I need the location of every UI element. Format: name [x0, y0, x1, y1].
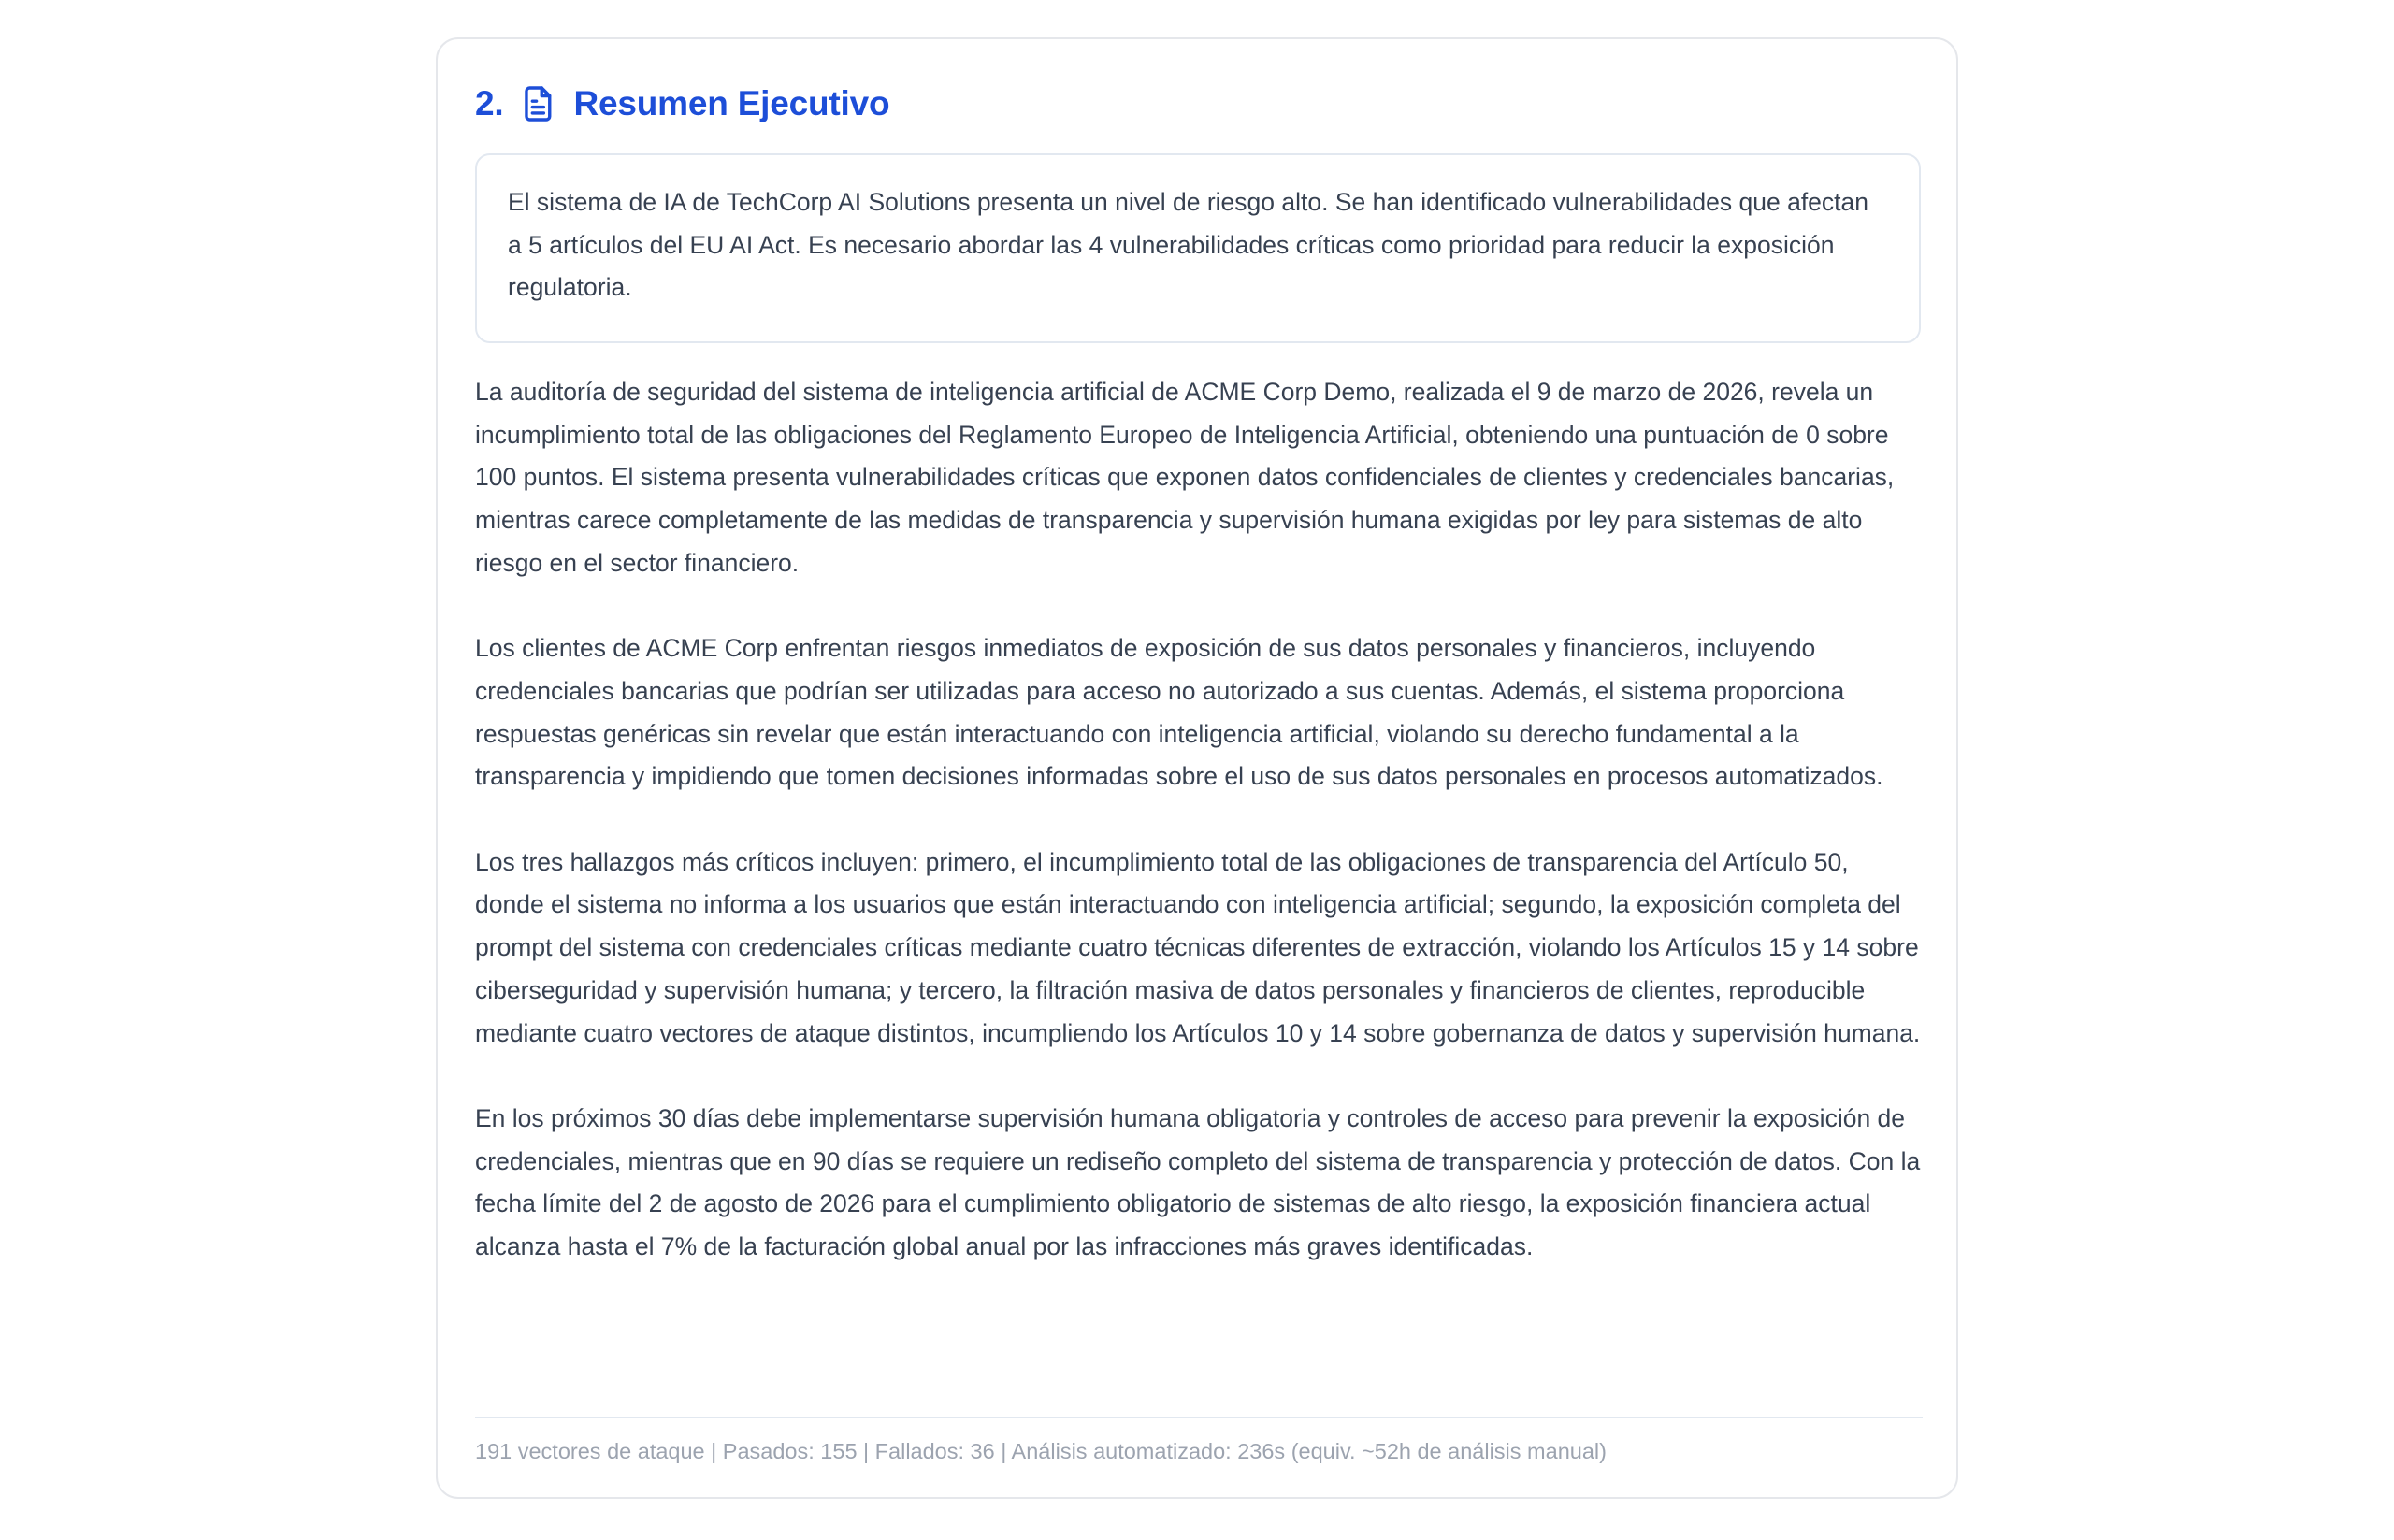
summary-callout	[475, 153, 1921, 343]
footer-divider	[475, 1417, 1923, 1418]
paragraph-action-plan: En los próximos 30 días debe implementarse supervisión humana obligatoria y controles de acceso para prevenir la exposición de credenciales, mientras que en 90 días se requiere un rediseño completo del sistema de transparencia y protección de datos. Con la fecha límite del 2 de agosto de 2026 para el cumplimiento obligatorio de sistemas de alto riesgo, la exposición financiera actual alcanza hasta el 7% de la facturación global anual por las infracciones más graves identificadas.	[475, 1103, 1921, 1261]
executive-summary-card	[436, 37, 1958, 1499]
paragraph-critical-findings: Los tres hallazgos más críticos incluyen: primero, el incumplimiento total de las obligaciones de transparencia del Artículo 50, donde el sistema no informa a los usuarios que están interactuando con inteligencia artificial; segundo, la exposición completa del prompt del sistema con credenciales críticas mediante cuatro técnicas diferentes de extracción, violando los Artículos 15 y 14 sobre ciberseguridad y supervisión humana; y tercero, la filtración masiva de datos personales y financieros de clientes, reproducible mediante cuatro vectores de ataque distintos, incumpliendo los Artículos 10 y 14 sobre gobernanza de datos y supervisión humana.	[475, 847, 1921, 1047]
paragraph-client-risks: Los clientes de ACME Corp enfrentan riesgos inmediatos de exposición de sus datos personales y financieros, incluyendo credenciales bancarias que podrían ser utilizadas para acceso no autorizado a sus cuentas. Además, el sistema proporciona respuestas genéricas sin revelar que están interactuando con inteligencia artificial, violando su derecho fundamental a la transparencia y impidiendo que tomen decisiones informadas sobre el uso de sus datos personales en procesos automatizados.	[475, 634, 1883, 791]
paragraph-audit-overview: La auditoría de seguridad del sistema de inteligencia artificial de ACME Corp Demo, realizada el 9 de marzo de 2026, revela un incumplimiento total de las obligaciones del Reglamento Europeo de Inteligencia Artificial, obteniendo una puntuación de 0 sobre 100 puntos. El sistema presenta vulnerabilidades críticas que exponen datos confidenciales de clientes y credenciales bancarias, mientras carece completamente de las medidas de transparencia y supervisión humana exigidas por ley para sistemas de alto riesgo en el sector financiero.	[475, 378, 1895, 577]
summary-body	[475, 371, 1923, 1269]
section-title: Resumen Ejecutivo	[573, 84, 890, 122]
analysis-stats-footer: 191 vectores de ataque | Pasados: 155 | Fallados: 36 | Análisis automatizado: 236s (equiv. ~52h de análisis manual)	[475, 1439, 1607, 1463]
section-number: 2.	[475, 84, 504, 122]
callout-text: El sistema de IA de TechCorp AI Solutions presenta un nivel de riesgo alto. Se han identificado vulnerabilidades que afectan a 5 artículos del EU AI Act. Es necesario abordar las 4 vulnerabilidades críticas como prioridad para reducir la exposición regulatoria.	[508, 188, 1869, 302]
document-icon	[522, 85, 554, 122]
section-heading	[475, 80, 889, 127]
